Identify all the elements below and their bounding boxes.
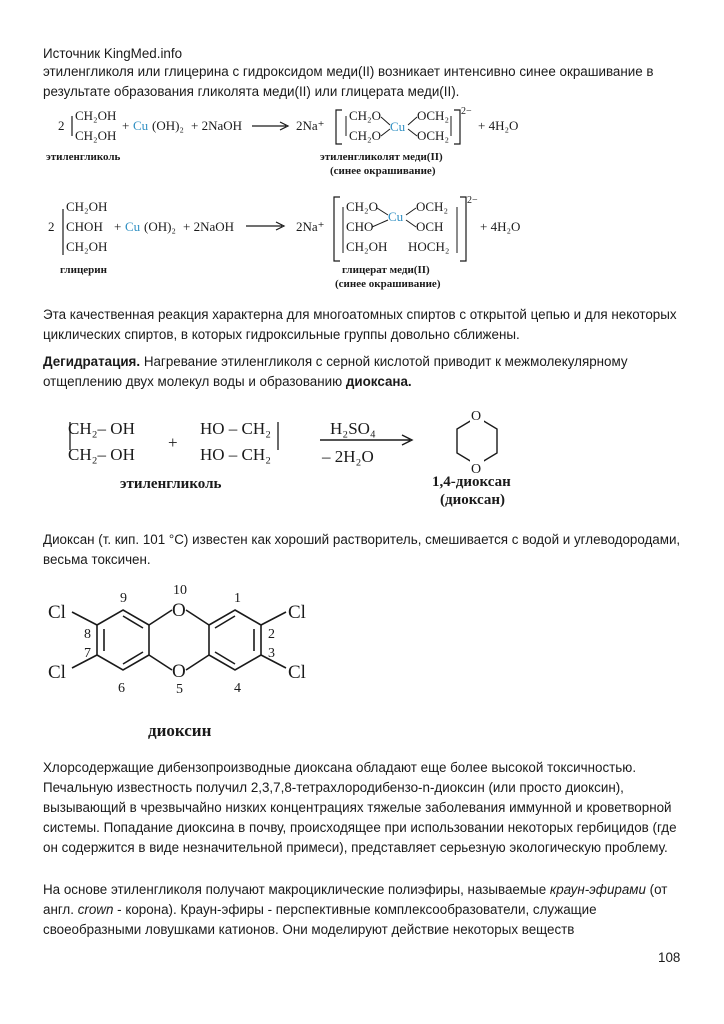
r2-complex-left: CHO (346, 219, 374, 234)
r1-product-name: этиленгликолят меди(II) (320, 151, 443, 163)
page-number: 108 (658, 950, 681, 965)
r1-complex-bracket-left (336, 110, 342, 144)
dioxin-name: диоксин (148, 721, 212, 740)
dioxin-position-number: 9 (120, 591, 127, 606)
reaction-ethylene-glycol-copper (0, 100, 724, 180)
dioxin-position-number: 5 (176, 682, 183, 697)
dioxin-position-number: 1 (234, 591, 241, 606)
r1-complex-bracket-right (454, 110, 460, 144)
r1-copper: Cu (133, 118, 149, 133)
r3-right-row: HO – CH₂ (200, 445, 272, 464)
r1-copper-rest: (OH)₂ (152, 118, 184, 133)
paragraph-toxicity: Хлорсодержащие дибензопроизводные диоксана обладают еще более высокой токсичностью. Печальную известность получил 2,3,7,8-тетрахлородибензо-n-диоксин (или просто диоксин), вызывающий в чрезвычайно низких концентрациях тяжелые заболевания иммунной и кроветворной системы. Попадание диоксина в почву, происходящее при использовании некоторых гербицидов (где он содержится в виде незначительной примеси), представляет серьезную экологическую проблему. (43, 760, 677, 855)
r2-product-note: (синее окрашивание) (335, 278, 441, 290)
r2-copper: Cu (125, 219, 141, 234)
r3-reagent: H₂SO₄ (330, 419, 376, 438)
r3-left-row: CH₂– OH (68, 419, 135, 438)
r3-removed: – 2H₂O (322, 447, 374, 466)
crown-text: - корона). Краун-эфиры - перспективные комплексообразователи, служащие своеобразными ловушками катионов. Они моделируют действие некоторых веществ (43, 902, 597, 937)
r2-plus: + (114, 219, 122, 234)
r2-complex-copper: Cu (388, 209, 404, 224)
r2-coef: 2 (48, 219, 55, 234)
r2-arrow (246, 222, 284, 230)
r1-plus: + (122, 118, 130, 133)
r2-complex-right: HOCH₂ (408, 239, 450, 254)
dioxin-chlorine: Cl (48, 662, 66, 683)
r1-coef: 2 (58, 118, 65, 133)
paragraph-crown-ethers (43, 880, 683, 940)
crown-text: (от англ. (43, 882, 668, 917)
dioxin-chlorine: Cl (288, 602, 306, 623)
r2-complex-left: CH₂O (346, 199, 378, 214)
dioxane-ring (457, 417, 497, 465)
r1-bond (408, 117, 417, 136)
r2-reactant-row: CH₂OH (66, 239, 108, 254)
r3-reactant-name: этиленгликоль (120, 476, 222, 492)
dioxane-oxygen: O (471, 462, 482, 477)
r2-complex-bracket-left (334, 197, 340, 261)
r2-naoh: + 2NaOH (183, 219, 235, 234)
crown-english: crown (77, 902, 114, 917)
r1-reactant-row: CH₂OH (75, 108, 117, 123)
r2-product-name: глицерат меди(II) (342, 264, 430, 276)
dehydration-text: Нагревание этиленгликоля с серной кислотой приводит к межмолекулярному отщеплению двух молекул воды и образованию (43, 354, 628, 389)
r3-right-row: HO – CH₂ (200, 419, 272, 438)
dioxin-structure (0, 580, 724, 750)
dioxin-oxygen: O (172, 661, 186, 682)
r1-water: + 4H₂O (478, 118, 519, 133)
dioxane-oxygen: O (471, 409, 482, 424)
r2-reactant-row: CH₂OH (66, 199, 108, 214)
r1-naoh: + 2NaOH (191, 118, 243, 133)
r3-plus: + (168, 433, 178, 452)
dioxin-position-number: 6 (118, 681, 125, 696)
r1-product-note: (синее окрашивание) (330, 165, 436, 177)
dioxin-position-number: 3 (268, 646, 275, 661)
paragraph-dioxane: Диоксан (т. кип. 101 °С) известен как хороший растворитель, смешивается с водой и углеводородами, весьма токсичен. (43, 532, 681, 567)
reaction-glycerol-copper (0, 193, 724, 303)
r2-complex-right: OCH (416, 219, 444, 234)
r2-reactant-row: CHOH (66, 219, 103, 234)
crown-term: краун-эфирами (549, 882, 646, 897)
r3-product-name: 1,4-диоксан (432, 474, 511, 490)
r2-charge: 2− (467, 195, 478, 206)
source-header: Источник KingMed.info (43, 46, 183, 61)
r1-complex-right: OCH₂ (417, 108, 449, 123)
r1-complex-right: OCH₂ (417, 128, 449, 143)
dioxin-left-ring-inner (104, 616, 143, 664)
dehydration-product: диоксана. (345, 374, 412, 389)
dioxin-position-number: 10 (173, 583, 187, 598)
r2-sodium: 2Na⁺ (296, 219, 325, 234)
dehydration-title: Дегидратация. (43, 354, 141, 369)
r2-complex-left: CH₂OH (346, 239, 388, 254)
dioxin-chlorine: Cl (48, 602, 66, 623)
r1-reactant-name: этиленгликоль (46, 151, 121, 163)
crown-text: На основе этиленгликоля получают макроциклические полиэфиры, называемые (43, 882, 550, 897)
intro-paragraph: этиленгликоля или глицерина с гидроксидом меди(II) возникает интенсивно синее окрашивание в результате образования гликолята меди(II) или глицерата меди(II). (43, 64, 654, 99)
r2-copper-rest: (OH)₂ (144, 219, 176, 234)
r3-left-row: CH₂– OH (68, 445, 135, 464)
r1-charge: 2− (461, 106, 472, 117)
r1-reactant-row: CH₂OH (75, 128, 117, 143)
dioxin-position-number: 4 (234, 681, 241, 696)
reaction-dioxane-formation (0, 398, 724, 518)
paragraph-dehydration (43, 352, 683, 392)
r1-complex-left: CH₂O (349, 128, 381, 143)
dioxin-chlorine: Cl (288, 662, 306, 683)
dioxin-position-number: 8 (84, 627, 91, 642)
r2-water: + 4H₂O (480, 219, 521, 234)
dioxin-right-ring-inner (215, 616, 254, 664)
r1-complex-copper: Cu (390, 119, 406, 134)
r2-bond (406, 208, 416, 227)
dioxin-position-number: 2 (268, 627, 275, 642)
r2-reactant-name: глицерин (60, 264, 107, 276)
r1-arrow (252, 122, 288, 130)
r3-product-alt: (диоксан) (440, 492, 505, 508)
r1-sodium: 2Na⁺ (296, 118, 325, 133)
r1-bond (381, 117, 390, 136)
dioxin-position-number: 7 (84, 646, 91, 661)
r2-complex-bracket-right (460, 197, 466, 261)
paragraph-qualitative-reaction: Эта качественная реакция характерна для многоатомных спиртов с открытой цепью и для некоторых циклических спиртов, в которых гидроксильные группы довольно сближены. (43, 307, 677, 342)
dioxin-oxygen: O (172, 600, 186, 621)
r2-complex-right: OCH₂ (416, 199, 448, 214)
r1-complex-left: CH₂O (349, 108, 381, 123)
